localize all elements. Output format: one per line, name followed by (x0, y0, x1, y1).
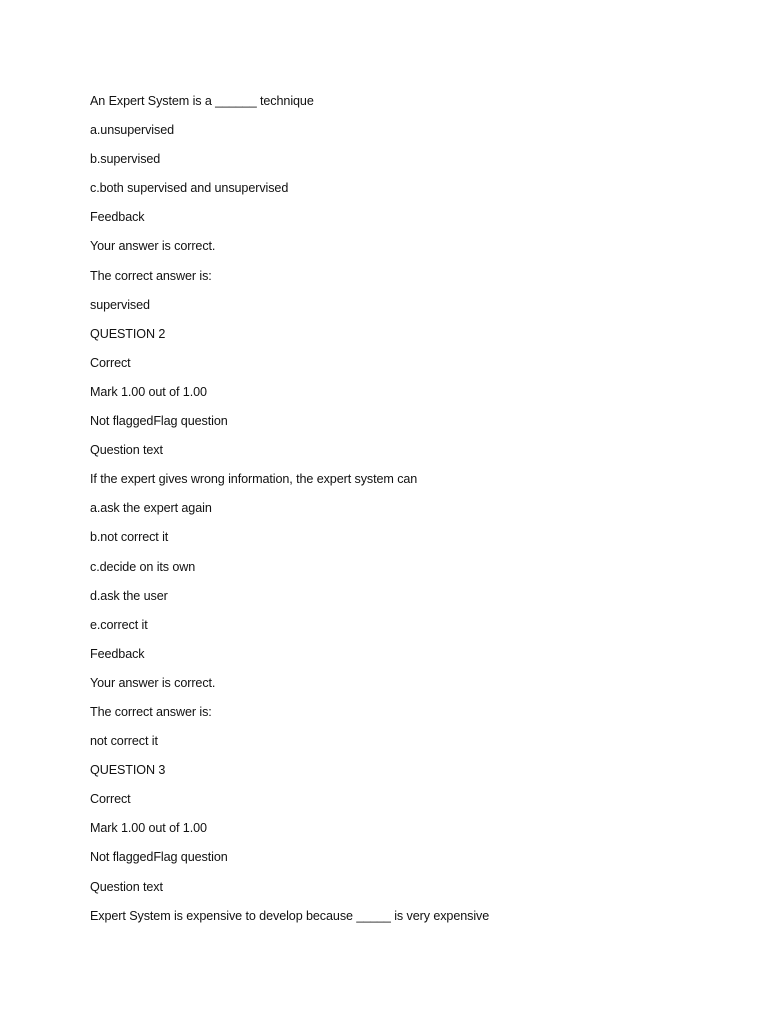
question-2-correct-answer-value: not correct it (90, 734, 158, 749)
question-2-text-label: Question text (90, 443, 163, 458)
question-3-status: Correct (90, 792, 131, 807)
question-2-option-a: a.ask the expert again (90, 501, 212, 516)
question-2-option-d: d.ask the user (90, 588, 168, 603)
question-3-text: Expert System is expensive to develop because _____ is very expensive (90, 908, 490, 923)
correct-answer-label: The correct answer is: (90, 268, 212, 283)
question-2-option-e: e.correct it (90, 617, 148, 632)
feedback-heading: Feedback (90, 210, 145, 225)
document-text (90, 92, 730, 936)
question-2-flag: Not flaggedFlag question (90, 414, 228, 429)
question-1-text: An Expert System is a ______ technique (90, 94, 314, 108)
question-3-heading: QUESTION 3 (90, 763, 166, 778)
question-2-feedback-heading: Feedback (90, 646, 145, 661)
question-2-feedback-result: Your answer is correct. (90, 675, 216, 690)
question-2-mark: Mark 1.00 out of 1.00 (90, 384, 207, 399)
option-c: c.both supervised and unsupervised (90, 181, 289, 196)
question-2-status: Correct (90, 355, 131, 370)
feedback-result: Your answer is correct. (90, 239, 216, 254)
option-a: a.unsupervised (90, 123, 175, 138)
correct-answer-value: supervised (90, 297, 150, 312)
option-b: b.supervised (90, 152, 161, 167)
question-3-mark: Mark 1.00 out of 1.00 (90, 821, 207, 836)
question-2-text: If the expert gives wrong information, the expert system can (90, 472, 418, 487)
question-2-option-c: c.decide on its own (90, 559, 196, 574)
question-2-option-b: b.not correct it (90, 530, 169, 545)
question-3-flag: Not flaggedFlag question (90, 850, 228, 865)
question-2-heading: QUESTION 2 (90, 326, 166, 341)
question-3-text-label: Question text (90, 879, 163, 894)
question-2-correct-answer-label: The correct answer is: (90, 704, 212, 719)
